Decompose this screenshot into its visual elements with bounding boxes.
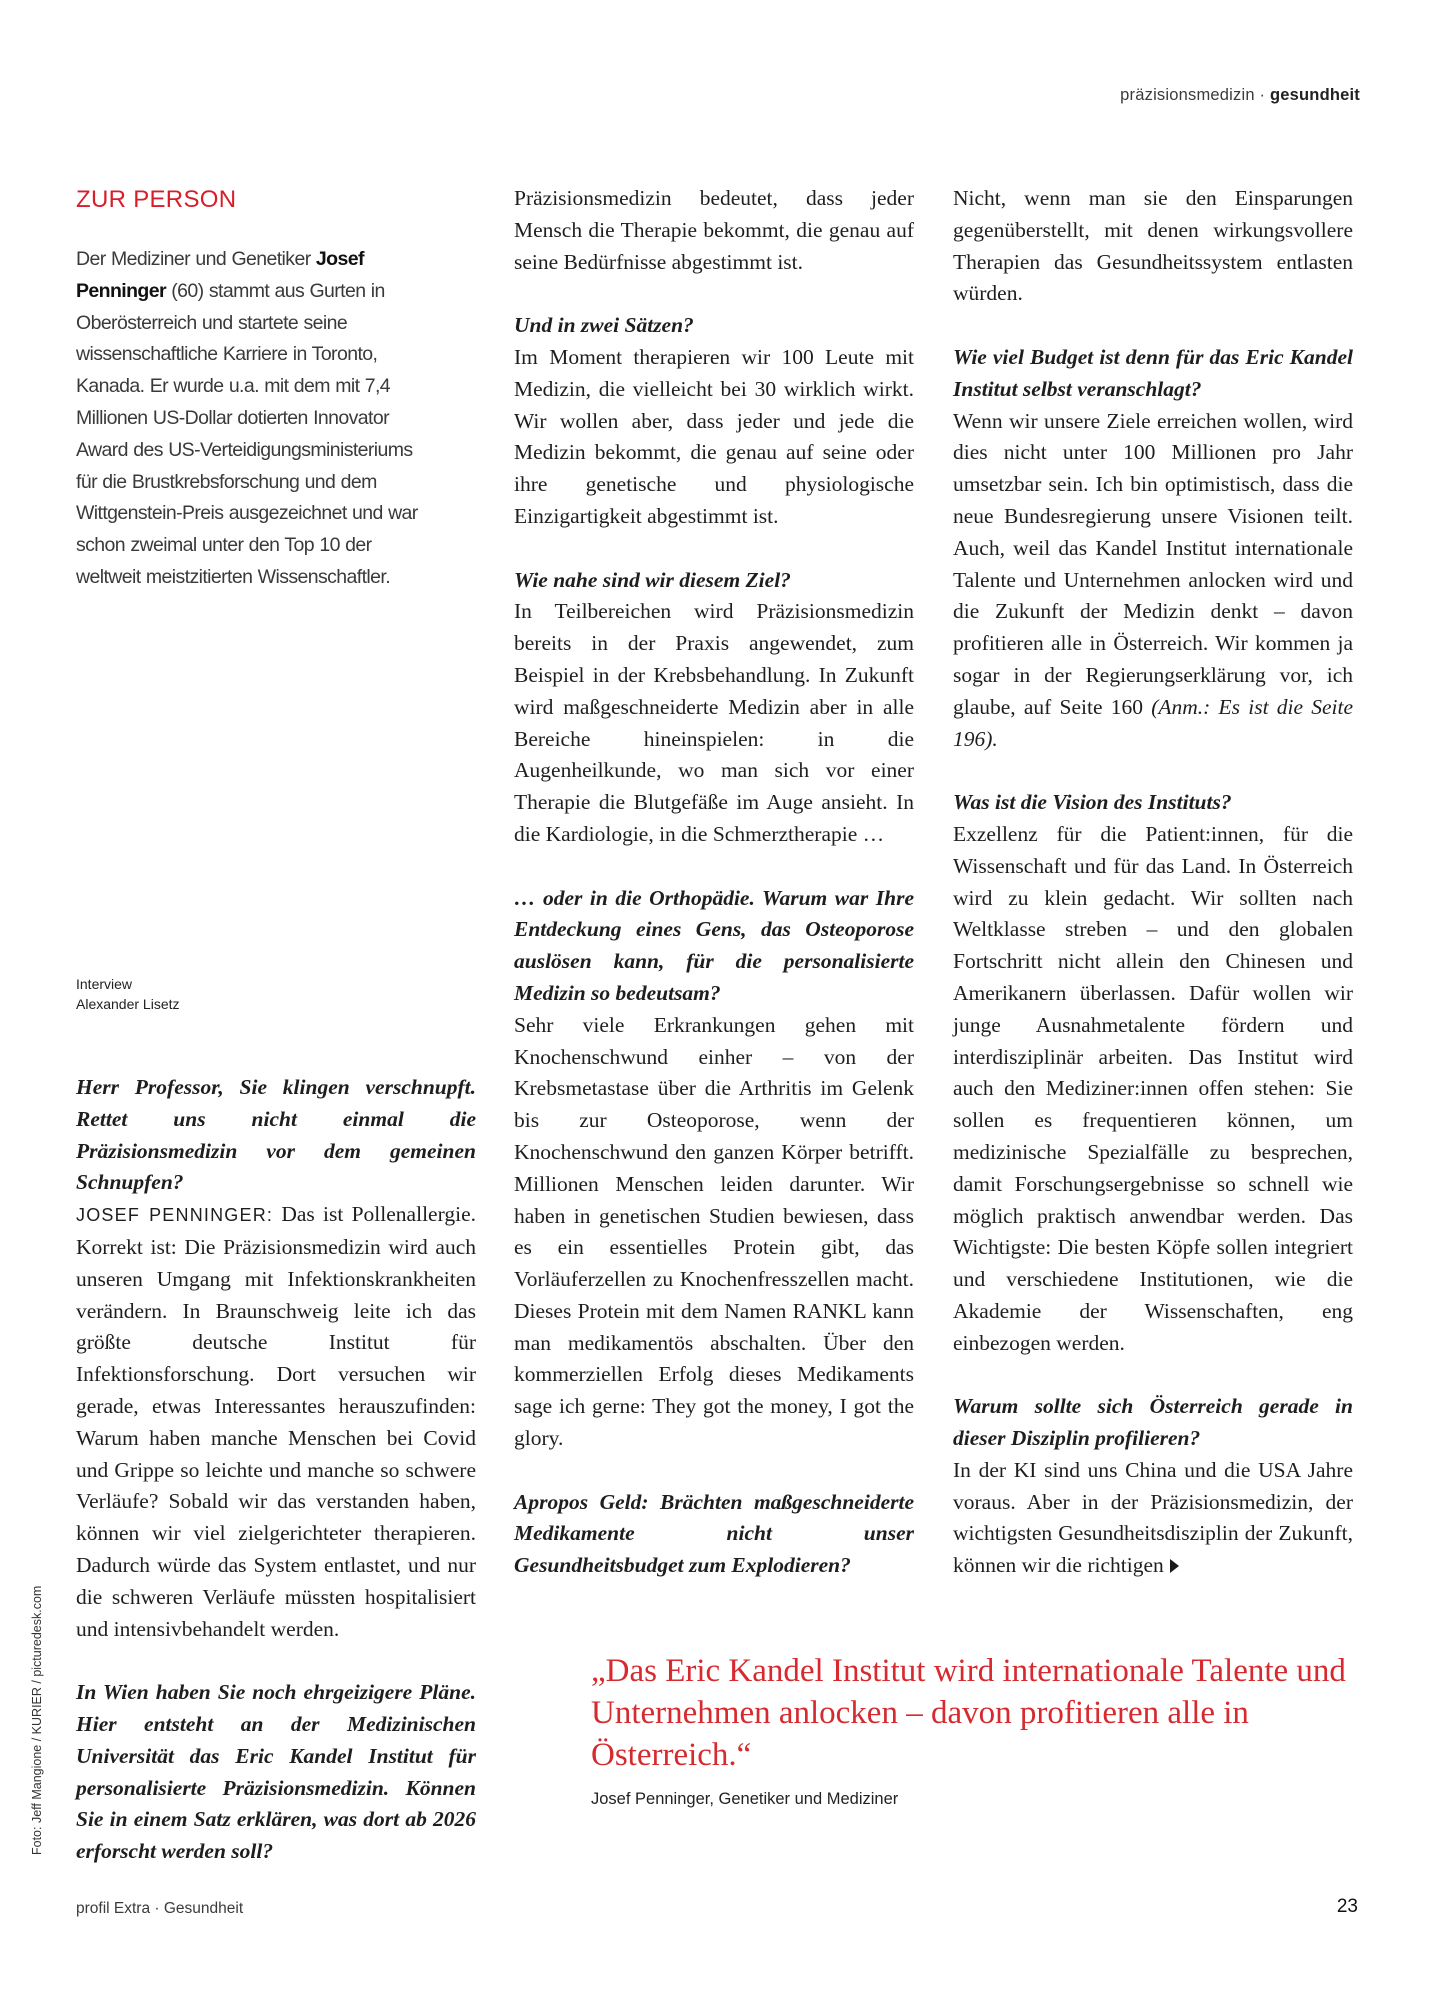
credit-name: Alexander Lisetz <box>76 996 180 1012</box>
section-label: präzisionsmedizin · <box>1120 86 1270 104</box>
qa-block <box>514 1487 914 1582</box>
question: Was ist die Vision des Instituts? <box>953 790 1232 815</box>
question-block <box>76 1677 476 1868</box>
bio-rest: (60) stammt aus Gurten in Oberösterreich und startete seine wissenschaftliche Karriere in Toronto, Kanada. Er wurde u.a. mit dem mit 7,4 Millionen US-Dollar dotierten Innovator Award des US-Verteidigungsministeriums für die Brustkrebsforschung und dem Wittgenstein-Preis ausgezeichnet und war schon zweimal unter den Top 10 der weltweit meistzitierten Wissenschaftler. <box>76 279 418 588</box>
qa-block <box>953 1391 1353 1582</box>
page-number: 23 <box>1336 1896 1358 1917</box>
question: Und in zwei Sätzen? <box>514 313 694 338</box>
speaker-name: JOSEF PENNINGER: <box>76 1205 274 1226</box>
category-label: gesundheit <box>1269 86 1360 104</box>
qa-block <box>514 883 914 1455</box>
footer-publication: profil Extra · Gesundheit <box>76 1900 244 1917</box>
question: Herr Professor, Sie klingen verschnupft. Rettet uns nicht einmal die Präzisionsmedizin vor dem gemeinen Schnupfen? <box>76 1075 476 1195</box>
answer: Sehr viele Erkrankungen gehen mit Knochenschwund einher – von der Krebsmetastase über die Arthritis im Gelenk bis zur Osteoporose, wenn der Knochenschwund den ganzen Körper betrifft. Millionen Menschen leiden darunter. Wir haben in genetischen Studien bewiesen, dass es ein essentielles Protein gibt, das Vorläuferzellen zu Knochenfresszellen macht. Dieses Protein mit dem Namen RANKL kann man medikamentös abschalten. Über den kommerziellen Erfolg dieses Medikaments sage ich gerne: They got the money, I got the glory. <box>514 1012 914 1451</box>
qa-block <box>953 342 1353 755</box>
article-column-2 <box>514 183 914 1614</box>
answer: Wenn wir unsere Ziele erreichen wollen, wird dies nicht unter 100 Millionen pro Jahr umsetzbar sein. Ich bin optimistisch, dass die neue Bundesregierung unsere Visionen teilt. Auch, weil das Kandel Institut internationale Talente und Unternehmen anlocken wird und die Zukunft der Medizin denkt – davon profitieren alle in Österreich. Wir kommen ja sogar in der Regierungserklärung vor, ich glaube, auf Seite 160 <box>953 408 1353 719</box>
answer: In Teilbereichen wird Präzisionsmedizin bereits in der Praxis angewendet, zum Beispiel in der Krebsbehandlung. In Zukunft wird maßgeschneiderte Medizin aber in alle Bereiche hineinspielen: in die Augenheilkunde, wo man sich vor einer Therapie die Blutgefäße im Auge ansieht. In die Kardiologie, in die Schmerztherapie … <box>514 599 914 846</box>
answer: Exzellenz für die Patient:innen, für die Wissenschaft und für das Land. In Österreich wird zu klein gedacht. Wir sollten nach Weltklasse streben – und den globalen Fortschritt nicht allein den Chinesen und Amerikanern überlassen. Dafür wollen wir junge Ausnahmetalente fördern und interdisziplinär arbeiten. Das Institut wird auch den Mediziner:innen offen stehen: Sie sollen es frequentieren können, um medizinische Spezialfälle zu besprechen, damit Forschungsergebnisse so schnell wie möglich praktisch anwendbar werden. Das Wichtigste: Die besten Köpfe sollen integriert und verschiedene Institutionen, wie die Akademie der Wissenschaften, eng einbezogen werden. <box>953 821 1353 1355</box>
question-block <box>76 1072 476 1645</box>
question: Wie nahe sind wir diesem Ziel? <box>514 567 791 592</box>
question: In Wien haben Sie noch ehrgeizigere Pläne. Hier entsteht an der Medizinischen Universität das Eric Kandel Institut für personalisierte Präzisionsmedizin. Können Sie in einem Satz erklären, was dort ab 2026 erforscht werden soll? <box>76 1680 476 1864</box>
answer: Nicht, wenn man sie den Einsparungen gegenüberstellt, mit denen wirkungsvollere Therapien das Gesundheitssystem entlasten würden. <box>953 186 1353 306</box>
question: Apropos Geld: Brächten maßgeschneiderte Medikamente nicht unser Gesundheitsbudget zum Explodieren? <box>514 1489 914 1578</box>
bio-text <box>76 244 436 594</box>
article-column-1 <box>76 1072 476 1900</box>
bio-intro: Der Mediziner und Genetiker <box>76 248 311 270</box>
answer-block <box>953 183 1353 310</box>
question: Warum sollte sich Österreich gerade in dieser Disziplin profilieren? <box>953 1394 1353 1451</box>
editor-note: (Anm.: Es ist die Seite 196). <box>953 694 1354 751</box>
credit-label: Interview <box>76 976 133 992</box>
answer-block <box>514 183 914 278</box>
answer: Im Moment therapieren wir 100 Leute mit Medizin, die vielleicht bei 30 wirklich wirkt. Wir wollen aber, dass jeder und jede die Medizin bekommt, die genau auf seine oder ihre genetische und physiologische Einzigartigkeit abgestimmt ist. <box>514 344 914 528</box>
answer: Präzisionsmedizin bedeutet, dass jeder Mensch die Therapie bekommt, die genau auf seine Bedürfnisse abgestimmt ist. <box>514 186 914 274</box>
qa-block <box>514 565 914 851</box>
pull-quote-attribution: Josef Penninger, Genetiker und Mediziner <box>591 1790 899 1808</box>
continue-arrow-icon <box>1170 1559 1179 1573</box>
sidebar-title: ZUR PERSON <box>76 186 237 213</box>
question: Wie viel Budget ist denn für das Eric Kandel Institut selbst veranschlagt? <box>953 344 1353 401</box>
qa-block <box>514 310 914 533</box>
article-column-3 <box>953 183 1353 1614</box>
photo-credit: Foto: Jeff Mangione / KURIER / picturedesk.com <box>30 1585 44 1855</box>
answer: Das ist Pollenallergie. Korrekt ist: Die Präzisionsmedizin wird auch unseren Umgang mit Infektionskrankheiten verändern. In Braunschweig leite ich das größte deutsche Institut für Infektionsforschung. Dort versuchen wir gerade, etwas Interessantes herauszufinden: Warum haben manche Menschen bei Covid und Grippe so leichte und manche so schwere Verläufe? Sobald wir das verstanden haben, können wir viel zielgerichteter therapieren. Dadurch würde das System entlastet, und nur die schweren Verläufe müssten hospitalisiert und intensivbehandelt werden. <box>76 1202 476 1641</box>
answer: In der KI sind uns China und die USA Jahre voraus. Aber in der Präzisionsmedizin, der wichtigsten Gesundheitsdisziplin der Zukunft, können wir die richtigen <box>953 1457 1353 1578</box>
running-head <box>1120 86 1360 105</box>
question: … oder in die Orthopädie. Warum war Ihre Entdeckung eines Gens, das Osteoporose auslösen kann, für die personalisierte Medizin so bedeutsam? <box>514 885 914 1005</box>
pull-quote: „Das Eric Kandel Institut wird internationale Talente und Unternehmen anlocken – davon profitieren alle in Österreich.“ <box>591 1653 1346 1773</box>
qa-block <box>953 787 1353 1359</box>
bio-name: Josef Penninger <box>76 248 364 302</box>
interview-credit <box>76 974 180 1014</box>
